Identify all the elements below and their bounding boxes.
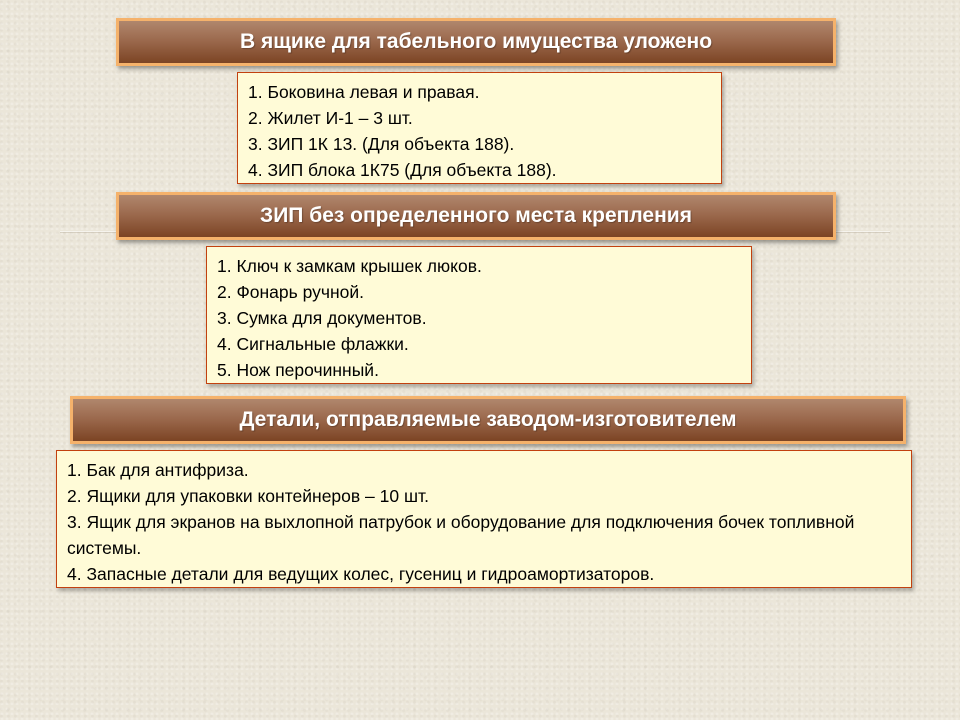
list-item: 1. Боковина левая и правая. bbox=[248, 82, 480, 102]
list-item: 2. Жилет И-1 – 3 шт. bbox=[248, 108, 413, 128]
section-list-spare-parts bbox=[206, 246, 752, 384]
list-item: 2. Фонарь ручной. bbox=[217, 282, 365, 302]
list-item: 2. Ящики для упаковки контейнеров – 10 шт. bbox=[67, 486, 429, 506]
section-header-factory-parts bbox=[70, 396, 906, 444]
list-item: 1. Бак для антифриза. bbox=[67, 460, 249, 480]
list-item: 3. Ящик для экранов на выхлопной патрубок и оборудование для подключения бочек топливной системы. bbox=[67, 512, 855, 558]
list-item: 1. Ключ к замкам крышек люков. bbox=[217, 256, 482, 276]
list-item: 4. Запасные детали для ведущих колес, гусениц и гидроамортизаторов. bbox=[67, 564, 655, 584]
section-list-storage-box bbox=[237, 72, 722, 184]
section-list-factory-parts bbox=[56, 450, 912, 588]
section-title: Детали, отправляемые заводом-изготовителем bbox=[239, 408, 737, 431]
section-header-storage-box bbox=[116, 18, 836, 66]
list-item: 4. Сигнальные флажки. bbox=[217, 334, 409, 354]
list-item: 3. Сумка для документов. bbox=[217, 308, 427, 328]
section-title: В ящике для табельного имущества уложено bbox=[239, 30, 713, 53]
list-item: 5. Нож перочинный. bbox=[217, 360, 379, 380]
list-item: 4. ЗИП блока 1К75 (Для объекта 188). bbox=[248, 160, 557, 180]
section-header-spare-parts bbox=[116, 192, 836, 240]
section-title: ЗИП без определенного места крепления bbox=[260, 204, 692, 227]
list-item: 3. ЗИП 1К 13. (Для объекта 188). bbox=[248, 134, 515, 154]
